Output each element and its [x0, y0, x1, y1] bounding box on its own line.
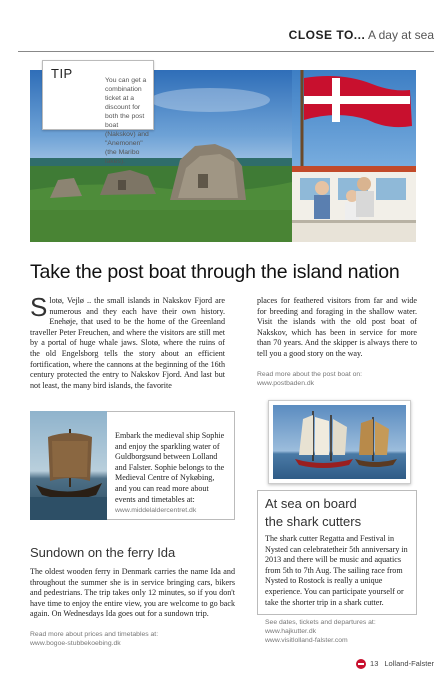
visitlolland-link[interactable]: www.visitlolland-falster.com — [265, 637, 348, 645]
lolland-falster-logo-icon — [356, 659, 366, 669]
section-title-light: A day at sea — [365, 28, 434, 42]
shark-cutter-readmore — [265, 618, 411, 645]
viking-ship-illustration — [30, 411, 107, 520]
post-boat-photo — [292, 70, 416, 242]
drop-cap: S — [30, 292, 48, 322]
post-boat-readmore — [257, 370, 417, 388]
shark-cutter-title-line-1: At sea on board — [265, 496, 357, 511]
shark-cutter-title-line-2: the shark cutters — [265, 514, 362, 529]
tip-label: TIP — [51, 66, 73, 81]
tip-box — [42, 60, 154, 165]
article-column-2-text: places for feathered visitors from far and wide for breeding and foraging in the shallow water. Visit the islands with the old post boat of Nakskov, which has been in service for more than 70 years. And the skipper is always there to tell you a good story on the way. — [257, 296, 417, 358]
ferry-readmore-label: Read more about prices and timetables at: — [30, 630, 159, 638]
ferry-title: Sundown on the ferry Ida — [30, 545, 176, 560]
sailing-ships-illustration — [273, 405, 406, 479]
page-number: 13 — [370, 659, 379, 668]
viking-ship-photo — [30, 411, 107, 520]
sophie-text: Embark the medieval ship Sophie and enjoy the sparkling water of Guldborgsund between Lolland and Falster. Sophie belongs to the Medieval Centre of Nykøbing, and you can read more about events and timetables at: — [115, 431, 225, 504]
post-boat-readmore-label: Read more about the post boat on: — [257, 370, 363, 378]
section-title — [289, 28, 434, 42]
sophie-link[interactable]: www.middelaldercentret.dk — [115, 507, 197, 515]
hajkutter-link[interactable]: www.hajkutter.dk — [265, 628, 316, 636]
post-boat-link[interactable]: www.postbaden.dk — [257, 379, 315, 387]
ferry-text-block — [30, 567, 235, 648]
section-title-bold: CLOSE TO... — [288, 28, 366, 42]
shark-cutter-title — [265, 495, 361, 531]
ferry-link[interactable]: www.bogoe-stubbekoebing.dk — [30, 639, 121, 647]
ferry-readmore — [30, 630, 235, 648]
footer-brand: Lolland-Falster — [384, 659, 434, 668]
article-title: Take the post boat through the island nation — [30, 261, 400, 283]
tip-text: You can get a combination ticket at a discount for both the post boat (Nakskov) and "Anemonen" (the Maribo lakes). — [105, 77, 149, 165]
post-boat-illustration — [292, 70, 416, 242]
shark-cutter-readmore-label: See dates, tickets and departures at: — [265, 619, 376, 627]
article-column-2 — [257, 296, 417, 388]
page-header — [18, 22, 434, 52]
shark-cutter-text-block — [265, 534, 411, 645]
ferry-text: The oldest wooden ferry in Denmark carries the name Ida and throughout the summer she is in service bringing cars, bikers and pedestrians. The trip takes only 12 minutes, so if you don't have time to enjoy the entire view, you are welcome to go back again. On Wednesdays Ida goes out for a sundown trip. — [30, 567, 235, 619]
article-column-1 — [30, 292, 225, 391]
sophie-text-block — [115, 431, 227, 515]
shark-cutter-photo — [268, 400, 411, 484]
article-column-1-text: lotø, Vejlø .. the small islands in Nakskov Fjord are numerous and they each have their own history. Enehøje, that used to be the home of the Greenland traveller Peter Freuchen, and where the visitors are still met by a portal of huge whale jaws. Slotø, where the ruins of the old Engelsborg tells the story about an efficient fortification, where the cannons at the beginning of the 16th century protected the entry to Nakskov Fjord. And last but not least, the many bird islands, the favorite — [30, 296, 225, 390]
shark-cutter-text: The shark cutter Regatta and Festival in Nysted can celebratetheir 5th anniversary in 2013 and there will be music and aquatics from 5th to 7th Aug. The sailing race from Nysted to Rostock is really a unique experience. You can participate yourself or take the shorter trip in a shark cutter. — [265, 534, 408, 607]
page-footer — [356, 659, 434, 669]
